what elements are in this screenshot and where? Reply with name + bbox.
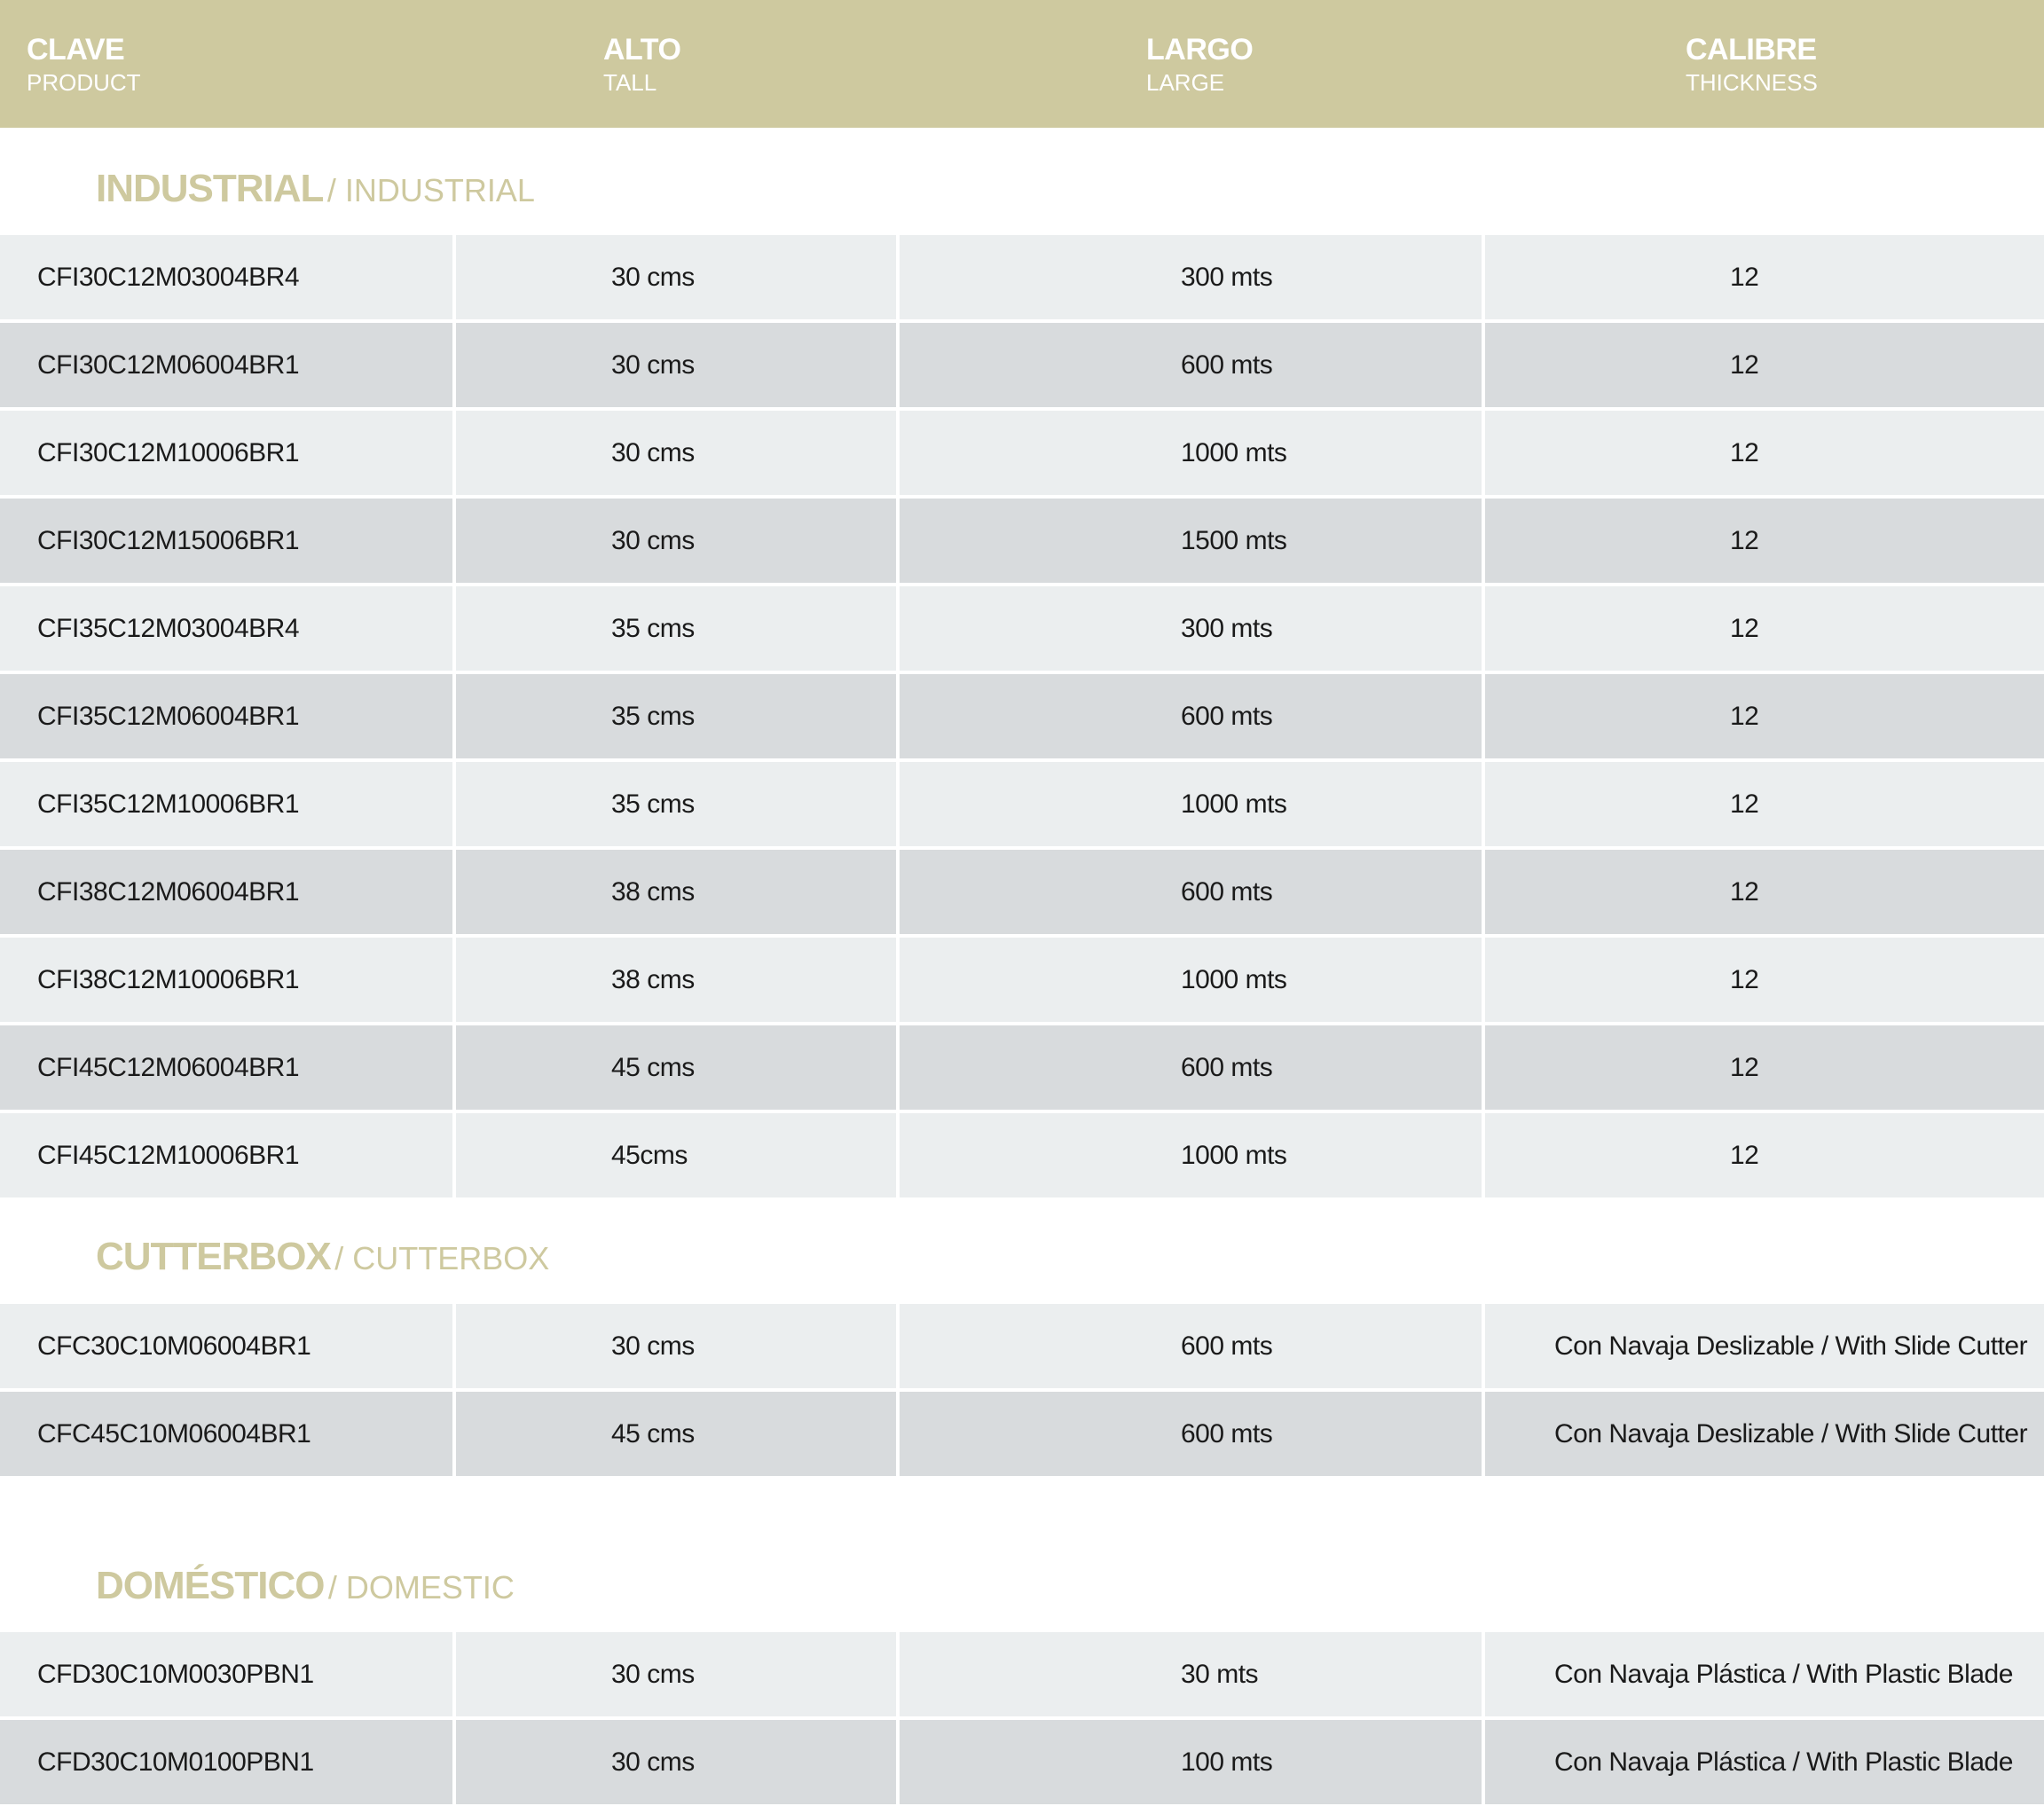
cell-clave: CFI38C12M10006BR1 <box>37 965 300 994</box>
header-col-calibre-sub: THICKNESS <box>1686 69 1818 96</box>
table-row <box>0 762 2044 846</box>
cell-calibre: 12 <box>1730 438 1759 467</box>
cell-calibre: 12 <box>1730 789 1759 819</box>
cell-calibre: 12 <box>1730 350 1759 380</box>
cell-calibre: 12 <box>1730 526 1759 555</box>
section-rows-cutterbox <box>0 1304 2044 1476</box>
cell-alto: 30 cms <box>611 1331 695 1361</box>
column-divider <box>452 762 456 846</box>
table-row <box>0 674 2044 758</box>
section-title-sub: / CUTTERBOX <box>334 1240 550 1276</box>
table-header <box>0 0 2044 128</box>
cell-clave: CFI35C12M06004BR1 <box>37 702 300 731</box>
column-divider <box>452 411 456 495</box>
cell-largo: 30 mts <box>1181 1660 1259 1689</box>
cell-calibre: Con Navaja Deslizable / With Slide Cutter <box>1554 1331 2028 1361</box>
column-divider <box>896 850 900 934</box>
cell-largo: 600 mts <box>1181 350 1273 380</box>
cell-alto: 30 cms <box>611 350 695 380</box>
cell-clave: CFD30C10M0030PBN1 <box>37 1660 314 1689</box>
cell-clave: CFI30C12M10006BR1 <box>37 438 300 467</box>
table-row <box>0 586 2044 671</box>
cell-clave: CFI30C12M15006BR1 <box>37 526 300 555</box>
column-divider <box>896 1632 900 1716</box>
cell-alto: 30 cms <box>611 263 695 292</box>
cell-largo: 600 mts <box>1181 702 1273 731</box>
cell-calibre: 12 <box>1730 965 1759 994</box>
cell-largo: 100 mts <box>1181 1747 1273 1777</box>
cell-clave: CFI45C12M10006BR1 <box>37 1141 300 1170</box>
column-divider <box>452 499 456 583</box>
section-title-industrial <box>96 167 535 211</box>
column-divider <box>1482 1304 1485 1388</box>
cell-clave: CFI30C12M03004BR4 <box>37 263 300 292</box>
column-divider <box>452 1113 456 1197</box>
cell-calibre: 12 <box>1730 1053 1759 1082</box>
header-col-largo-main: LARGO <box>1146 33 1254 67</box>
header-col-calibre <box>1686 32 1818 98</box>
table-row <box>0 1632 2044 1716</box>
section-title-main: INDUSTRIAL <box>96 167 324 210</box>
column-divider <box>896 674 900 758</box>
column-divider <box>1482 1632 1485 1716</box>
header-col-alto-sub: TALL <box>603 69 657 96</box>
cell-largo: 300 mts <box>1181 614 1273 643</box>
cell-alto: 30 cms <box>611 1660 695 1689</box>
cell-clave: CFC45C10M06004BR1 <box>37 1419 311 1449</box>
column-divider <box>452 323 456 407</box>
column-divider <box>452 1304 456 1388</box>
column-divider <box>1482 586 1485 671</box>
table-row <box>0 323 2044 407</box>
column-divider <box>896 762 900 846</box>
column-divider <box>896 938 900 1022</box>
table-row <box>0 850 2044 934</box>
header-col-alto-main: ALTO <box>603 33 681 67</box>
cell-clave: CFD30C10M0100PBN1 <box>37 1747 314 1777</box>
cell-largo: 1000 mts <box>1181 1141 1287 1170</box>
cell-largo: 300 mts <box>1181 263 1273 292</box>
column-divider <box>452 1720 456 1804</box>
column-divider <box>452 674 456 758</box>
column-divider <box>896 1113 900 1197</box>
cell-largo: 600 mts <box>1181 877 1273 907</box>
cell-alto: 30 cms <box>611 438 695 467</box>
section-rows-industrial <box>0 235 2044 1197</box>
cell-clave: CFI35C12M03004BR4 <box>37 614 300 643</box>
section-title-sub: / INDUSTRIAL <box>326 172 535 208</box>
table-row <box>0 1392 2044 1476</box>
column-divider <box>1482 938 1485 1022</box>
header-col-largo-sub: LARGE <box>1146 69 1225 96</box>
cell-largo: 1000 mts <box>1181 438 1287 467</box>
column-divider <box>896 235 900 319</box>
column-divider <box>452 586 456 671</box>
cell-calibre: 12 <box>1730 263 1759 292</box>
cell-alto: 35 cms <box>611 614 695 643</box>
header-col-clave <box>27 32 141 98</box>
section-title-main: DOMÉSTICO <box>96 1564 325 1607</box>
column-divider <box>1482 1720 1485 1804</box>
cell-largo: 600 mts <box>1181 1053 1273 1082</box>
cell-clave: CFI38C12M06004BR1 <box>37 877 300 907</box>
column-divider <box>1482 235 1485 319</box>
column-divider <box>1482 499 1485 583</box>
cell-alto: 45 cms <box>611 1419 695 1449</box>
column-divider <box>1482 323 1485 407</box>
column-divider <box>1482 1113 1485 1197</box>
cell-clave: CFC30C10M06004BR1 <box>37 1331 311 1361</box>
cell-largo: 600 mts <box>1181 1419 1273 1449</box>
cell-alto: 38 cms <box>611 877 695 907</box>
cell-alto: 35 cms <box>611 789 695 819</box>
cell-alto: 45cms <box>611 1141 688 1170</box>
cell-alto: 30 cms <box>611 1747 695 1777</box>
column-divider <box>896 499 900 583</box>
column-divider <box>896 1392 900 1476</box>
section-rows-domestico <box>0 1632 2044 1804</box>
column-divider <box>1482 1392 1485 1476</box>
table-row <box>0 499 2044 583</box>
column-divider <box>1482 850 1485 934</box>
cell-calibre: 12 <box>1730 1141 1759 1170</box>
column-divider <box>1482 674 1485 758</box>
section-title-cutterbox <box>96 1235 549 1279</box>
cell-calibre: Con Navaja Plástica / With Plastic Blade <box>1554 1747 2013 1777</box>
section-title-domestico <box>96 1564 515 1608</box>
cell-alto: 38 cms <box>611 965 695 994</box>
cell-alto: 30 cms <box>611 526 695 555</box>
cell-alto: 35 cms <box>611 702 695 731</box>
table-row <box>0 1304 2044 1388</box>
header-col-calibre-main: CALIBRE <box>1686 33 1817 67</box>
table-row <box>0 938 2044 1022</box>
cell-largo: 1000 mts <box>1181 965 1287 994</box>
cell-largo: 1500 mts <box>1181 526 1287 555</box>
cell-calibre: Con Navaja Deslizable / With Slide Cutter <box>1554 1419 2028 1449</box>
column-divider <box>452 235 456 319</box>
section-title-sub: / DOMESTIC <box>327 1569 515 1606</box>
column-divider <box>896 1304 900 1388</box>
cell-alto: 45 cms <box>611 1053 695 1082</box>
table-row <box>0 1113 2044 1197</box>
cell-calibre: Con Navaja Plástica / With Plastic Blade <box>1554 1660 2013 1689</box>
column-divider <box>896 411 900 495</box>
cell-calibre: 12 <box>1730 702 1759 731</box>
column-divider <box>452 1025 456 1110</box>
cell-clave: CFI30C12M06004BR1 <box>37 350 300 380</box>
column-divider <box>1482 1025 1485 1110</box>
cell-clave: CFI35C12M10006BR1 <box>37 789 300 819</box>
column-divider <box>896 1720 900 1804</box>
column-divider <box>452 1632 456 1716</box>
table-row <box>0 235 2044 319</box>
column-divider <box>896 586 900 671</box>
header-col-alto <box>603 32 680 98</box>
column-divider <box>1482 762 1485 846</box>
table-row <box>0 411 2044 495</box>
column-divider <box>1482 411 1485 495</box>
cell-clave: CFI45C12M06004BR1 <box>37 1053 300 1082</box>
section-title-main: CUTTERBOX <box>96 1235 331 1278</box>
header-col-clave-sub: PRODUCT <box>27 69 141 96</box>
column-divider <box>452 850 456 934</box>
cell-largo: 1000 mts <box>1181 789 1287 819</box>
header-col-largo <box>1146 32 1253 98</box>
column-divider <box>896 323 900 407</box>
column-divider <box>452 1392 456 1476</box>
table-row <box>0 1025 2044 1110</box>
header-col-clave-main: CLAVE <box>27 33 125 67</box>
column-divider <box>452 938 456 1022</box>
column-divider <box>896 1025 900 1110</box>
cell-largo: 600 mts <box>1181 1331 1273 1361</box>
cell-calibre: 12 <box>1730 614 1759 643</box>
cell-calibre: 12 <box>1730 877 1759 907</box>
table-row <box>0 1720 2044 1804</box>
